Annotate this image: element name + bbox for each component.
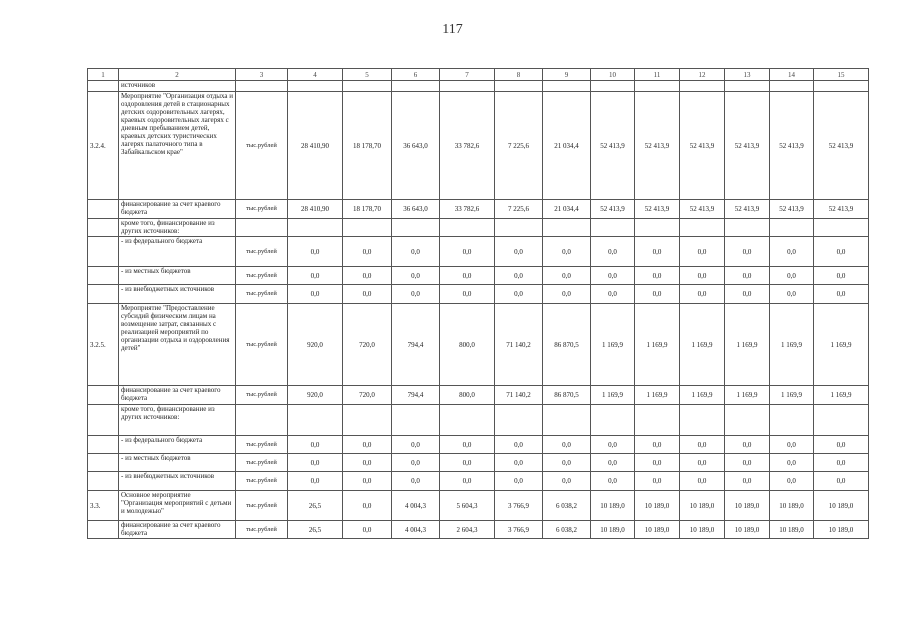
value-cell: 52 413,9: [591, 200, 635, 219]
row-code: [88, 386, 119, 405]
value-cell: 0,0: [814, 472, 869, 491]
value-cell: 0,0: [288, 454, 343, 472]
value-cell: 21 034,4: [543, 92, 591, 200]
value-cell: 800,0: [440, 386, 495, 405]
value-cell: [680, 81, 725, 92]
value-cell: 0,0: [770, 237, 814, 267]
value-cell: 0,0: [725, 454, 770, 472]
value-cell: 0,0: [343, 237, 392, 267]
value-cell: 10 189,0: [770, 521, 814, 539]
row-code: [88, 472, 119, 491]
row-unit: тыс.рублей: [236, 267, 288, 285]
value-cell: 794,4: [392, 304, 440, 386]
value-cell: [343, 81, 392, 92]
value-cell: 3 766,9: [495, 521, 543, 539]
value-cell: [440, 81, 495, 92]
value-cell: [495, 405, 543, 436]
value-cell: 1 169,9: [591, 304, 635, 386]
value-cell: 52 413,9: [635, 200, 680, 219]
value-cell: 0,0: [392, 454, 440, 472]
value-cell: [725, 405, 770, 436]
value-cell: 0,0: [814, 454, 869, 472]
row-name: финансирование за счет краевого бюджета: [119, 521, 236, 539]
value-cell: 10 189,0: [814, 491, 869, 521]
value-cell: 0,0: [814, 267, 869, 285]
value-cell: 920,0: [288, 386, 343, 405]
value-cell: [770, 219, 814, 237]
value-cell: 6 038,2: [543, 491, 591, 521]
value-cell: 0,0: [591, 237, 635, 267]
value-cell: 71 140,2: [495, 386, 543, 405]
value-cell: 33 782,6: [440, 200, 495, 219]
row-name: - из местных бюджетов: [119, 454, 236, 472]
value-cell: [770, 405, 814, 436]
value-cell: 0,0: [770, 285, 814, 304]
row-unit: [236, 405, 288, 436]
value-cell: 1 169,9: [635, 386, 680, 405]
row-name: Мероприятие "Организация отдыха и оздоровления детей в стационарных детских оздоровительных лагерях, краевых оздоровительных лагерях с дневным пребыванием детей, краевых детских туристических лагерях палаточного типа в Забайкальском крае": [119, 92, 236, 200]
row-unit: тыс.рублей: [236, 454, 288, 472]
value-cell: [343, 405, 392, 436]
value-cell: 0,0: [680, 436, 725, 454]
row-name: кроме того, финансирование из других источников:: [119, 405, 236, 436]
value-cell: [591, 81, 635, 92]
value-cell: 0,0: [814, 436, 869, 454]
column-header-15: 15: [814, 69, 869, 81]
value-cell: 0,0: [288, 472, 343, 491]
value-cell: 10 189,0: [635, 491, 680, 521]
table-row: [88, 521, 869, 539]
value-cell: 0,0: [440, 436, 495, 454]
value-cell: [680, 405, 725, 436]
value-cell: 2 604,3: [440, 521, 495, 539]
column-header-8: 8: [495, 69, 543, 81]
value-cell: 0,0: [770, 454, 814, 472]
table-body: [88, 69, 869, 539]
value-cell: 0,0: [635, 472, 680, 491]
column-header-12: 12: [680, 69, 725, 81]
value-cell: 0,0: [680, 237, 725, 267]
table-row: [88, 219, 869, 237]
row-code: [88, 200, 119, 219]
value-cell: 1 169,9: [725, 386, 770, 405]
row-code: 3.2.4.: [88, 92, 119, 200]
value-cell: 52 413,9: [770, 200, 814, 219]
table-row: [88, 436, 869, 454]
value-cell: 52 413,9: [814, 92, 869, 200]
table-row: [88, 267, 869, 285]
value-cell: 0,0: [343, 521, 392, 539]
value-cell: 0,0: [343, 436, 392, 454]
row-unit: тыс.рублей: [236, 92, 288, 200]
value-cell: 0,0: [343, 454, 392, 472]
value-cell: [591, 219, 635, 237]
value-cell: 0,0: [392, 436, 440, 454]
value-cell: 0,0: [770, 267, 814, 285]
value-cell: 0,0: [635, 436, 680, 454]
value-cell: 52 413,9: [680, 92, 725, 200]
column-header-10: 10: [591, 69, 635, 81]
value-cell: 0,0: [343, 267, 392, 285]
value-cell: 920,0: [288, 304, 343, 386]
row-name: - из федерального бюджета: [119, 237, 236, 267]
value-cell: 86 870,5: [543, 386, 591, 405]
value-cell: 0,0: [440, 285, 495, 304]
value-cell: 0,0: [591, 285, 635, 304]
value-cell: 0,0: [591, 267, 635, 285]
row-name: - из местных бюджетов: [119, 267, 236, 285]
value-cell: 0,0: [543, 454, 591, 472]
row-code: [88, 285, 119, 304]
value-cell: 0,0: [543, 436, 591, 454]
value-cell: 0,0: [392, 472, 440, 491]
value-cell: 26,5: [288, 491, 343, 521]
value-cell: 71 140,2: [495, 304, 543, 386]
value-cell: 0,0: [680, 472, 725, 491]
row-code: [88, 436, 119, 454]
table-row: [88, 81, 869, 92]
value-cell: 0,0: [814, 285, 869, 304]
value-cell: [635, 405, 680, 436]
value-cell: 18 178,70: [343, 200, 392, 219]
column-header-5: 5: [343, 69, 392, 81]
value-cell: 0,0: [495, 237, 543, 267]
column-header-9: 9: [543, 69, 591, 81]
value-cell: 0,0: [495, 454, 543, 472]
row-name: финансирование за счет краевого бюджета: [119, 200, 236, 219]
value-cell: 0,0: [392, 267, 440, 285]
value-cell: 0,0: [635, 267, 680, 285]
value-cell: 0,0: [543, 267, 591, 285]
value-cell: 0,0: [343, 472, 392, 491]
value-cell: 794,4: [392, 386, 440, 405]
value-cell: 28 410,90: [288, 200, 343, 219]
value-cell: 52 413,9: [680, 200, 725, 219]
value-cell: 1 169,9: [814, 386, 869, 405]
value-cell: [725, 81, 770, 92]
value-cell: 6 038,2: [543, 521, 591, 539]
value-cell: 26,5: [288, 521, 343, 539]
value-cell: 52 413,9: [725, 92, 770, 200]
value-cell: 0,0: [440, 237, 495, 267]
value-cell: 0,0: [591, 472, 635, 491]
value-cell: 4 004,3: [392, 521, 440, 539]
row-unit: [236, 81, 288, 92]
row-unit: тыс.рублей: [236, 491, 288, 521]
value-cell: 0,0: [725, 285, 770, 304]
value-cell: [288, 81, 343, 92]
value-cell: [591, 405, 635, 436]
table-row: [88, 405, 869, 436]
row-code: [88, 81, 119, 92]
value-cell: 0,0: [591, 436, 635, 454]
value-cell: [392, 219, 440, 237]
value-cell: 0,0: [440, 454, 495, 472]
value-cell: 10 189,0: [725, 521, 770, 539]
column-header-13: 13: [725, 69, 770, 81]
value-cell: 1 169,9: [814, 304, 869, 386]
column-header-14: 14: [770, 69, 814, 81]
value-cell: 0,0: [725, 267, 770, 285]
value-cell: 0,0: [543, 472, 591, 491]
column-header-4: 4: [288, 69, 343, 81]
value-cell: 52 413,9: [591, 92, 635, 200]
value-cell: 0,0: [288, 237, 343, 267]
value-cell: 0,0: [725, 237, 770, 267]
value-cell: 7 225,6: [495, 200, 543, 219]
column-header-1: 1: [88, 69, 119, 81]
value-cell: [440, 405, 495, 436]
value-cell: 21 034,4: [543, 200, 591, 219]
row-code: 3.3.: [88, 491, 119, 521]
value-cell: 0,0: [725, 472, 770, 491]
value-cell: 0,0: [392, 285, 440, 304]
table-row: [88, 454, 869, 472]
value-cell: [725, 219, 770, 237]
value-cell: 0,0: [680, 454, 725, 472]
value-cell: 28 410,90: [288, 92, 343, 200]
value-cell: 3 766,9: [495, 491, 543, 521]
table-row: [88, 285, 869, 304]
row-unit: тыс.рублей: [236, 200, 288, 219]
value-cell: 0,0: [495, 472, 543, 491]
row-code: [88, 521, 119, 539]
row-name: Основное мероприятие "Организация мероприятий с детьми и молодежью": [119, 491, 236, 521]
value-cell: 18 178,70: [343, 92, 392, 200]
value-cell: 0,0: [725, 436, 770, 454]
value-cell: 800,0: [440, 304, 495, 386]
row-code: [88, 219, 119, 237]
value-cell: 0,0: [495, 436, 543, 454]
table-row: [88, 200, 869, 219]
table-row: [88, 491, 869, 521]
column-header-7: 7: [440, 69, 495, 81]
value-cell: 5 604,3: [440, 491, 495, 521]
value-cell: 720,0: [343, 386, 392, 405]
value-cell: 0,0: [440, 472, 495, 491]
value-cell: 0,0: [635, 285, 680, 304]
value-cell: 0,0: [440, 267, 495, 285]
value-cell: [343, 219, 392, 237]
column-header-3: 3: [236, 69, 288, 81]
column-header-2: 2: [119, 69, 236, 81]
value-cell: [635, 219, 680, 237]
row-name: источников: [119, 81, 236, 92]
value-cell: 0,0: [343, 285, 392, 304]
table-row: [88, 472, 869, 491]
value-cell: 0,0: [288, 285, 343, 304]
value-cell: [392, 405, 440, 436]
value-cell: [288, 219, 343, 237]
value-cell: 36 643,0: [392, 92, 440, 200]
row-code: [88, 454, 119, 472]
value-cell: 0,0: [288, 436, 343, 454]
value-cell: [814, 219, 869, 237]
column-header-6: 6: [392, 69, 440, 81]
value-cell: 7 225,6: [495, 92, 543, 200]
row-unit: тыс.рублей: [236, 386, 288, 405]
column-header-11: 11: [635, 69, 680, 81]
value-cell: 0,0: [392, 237, 440, 267]
row-unit: тыс.рублей: [236, 285, 288, 304]
value-cell: 36 643,0: [392, 200, 440, 219]
value-cell: 1 169,9: [770, 304, 814, 386]
value-cell: 4 004,3: [392, 491, 440, 521]
value-cell: 10 189,0: [680, 521, 725, 539]
value-cell: 52 413,9: [770, 92, 814, 200]
value-cell: [814, 81, 869, 92]
value-cell: 10 189,0: [680, 491, 725, 521]
value-cell: [543, 405, 591, 436]
value-cell: 10 189,0: [725, 491, 770, 521]
value-cell: [635, 81, 680, 92]
column-number-row: [88, 69, 869, 81]
row-name: кроме того, финансирование из других источников:: [119, 219, 236, 237]
value-cell: 0,0: [770, 472, 814, 491]
row-name: - из внебюджетных источников: [119, 285, 236, 304]
value-cell: [495, 81, 543, 92]
value-cell: 10 189,0: [591, 491, 635, 521]
value-cell: [543, 81, 591, 92]
table-row: [88, 92, 869, 200]
value-cell: 1 169,9: [725, 304, 770, 386]
table-row: [88, 386, 869, 405]
budget-table: [87, 68, 869, 539]
row-code: [88, 405, 119, 436]
value-cell: [288, 405, 343, 436]
value-cell: 0,0: [543, 237, 591, 267]
value-cell: 33 782,6: [440, 92, 495, 200]
value-cell: 720,0: [343, 304, 392, 386]
value-cell: 1 169,9: [635, 304, 680, 386]
value-cell: 86 870,5: [543, 304, 591, 386]
table-row: [88, 237, 869, 267]
value-cell: 0,0: [288, 267, 343, 285]
value-cell: [770, 81, 814, 92]
value-cell: 0,0: [343, 491, 392, 521]
table-row: [88, 304, 869, 386]
value-cell: 0,0: [495, 267, 543, 285]
row-code: 3.2.5.: [88, 304, 119, 386]
row-name: финансирование за счет краевого бюджета: [119, 386, 236, 405]
row-name: - из внебюджетных источников: [119, 472, 236, 491]
value-cell: 0,0: [495, 285, 543, 304]
value-cell: [440, 219, 495, 237]
value-cell: 0,0: [814, 237, 869, 267]
value-cell: 10 189,0: [635, 521, 680, 539]
value-cell: [543, 219, 591, 237]
value-cell: 0,0: [770, 436, 814, 454]
value-cell: [392, 81, 440, 92]
page-number: 117: [442, 22, 463, 37]
value-cell: 10 189,0: [591, 521, 635, 539]
value-cell: 1 169,9: [680, 386, 725, 405]
value-cell: [680, 219, 725, 237]
row-unit: тыс.рублей: [236, 436, 288, 454]
value-cell: 0,0: [680, 267, 725, 285]
value-cell: 10 189,0: [770, 491, 814, 521]
value-cell: 0,0: [680, 285, 725, 304]
row-unit: тыс.рублей: [236, 521, 288, 539]
value-cell: 1 169,9: [680, 304, 725, 386]
row-unit: тыс.рублей: [236, 304, 288, 386]
row-unit: тыс.рублей: [236, 472, 288, 491]
value-cell: 10 189,0: [814, 521, 869, 539]
value-cell: 0,0: [635, 454, 680, 472]
row-name: Мероприятие "Предоставление субсидий физическим лицам на возмещение затрат, связанных с реализацией мероприятий по организации отдыха и оздоровления детей": [119, 304, 236, 386]
value-cell: 0,0: [543, 285, 591, 304]
value-cell: 52 413,9: [725, 200, 770, 219]
value-cell: 0,0: [635, 237, 680, 267]
value-cell: 52 413,9: [635, 92, 680, 200]
row-name: - из федерального бюджета: [119, 436, 236, 454]
value-cell: [814, 405, 869, 436]
value-cell: 52 413,9: [814, 200, 869, 219]
row-code: [88, 267, 119, 285]
row-code: [88, 237, 119, 267]
row-unit: [236, 219, 288, 237]
value-cell: 0,0: [591, 454, 635, 472]
value-cell: 1 169,9: [591, 386, 635, 405]
value-cell: [495, 219, 543, 237]
value-cell: 1 169,9: [770, 386, 814, 405]
row-unit: тыс.рублей: [236, 237, 288, 267]
